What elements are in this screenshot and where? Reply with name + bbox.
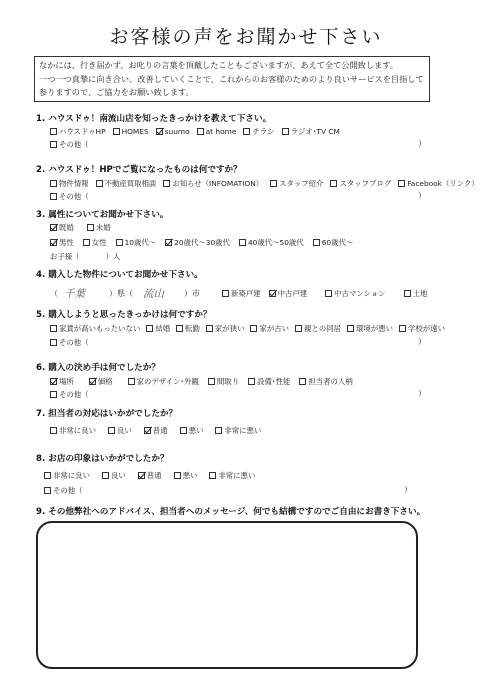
q7-options (50, 425, 261, 436)
option[interactable]: 悪い (180, 425, 204, 436)
q3-marital (50, 222, 111, 233)
city-value[interactable]: 流山 (143, 288, 164, 300)
checkbox[interactable] (128, 378, 135, 385)
q1-options (50, 126, 340, 137)
checkbox[interactable] (197, 128, 204, 135)
checkbox[interactable] (215, 427, 222, 434)
checkbox[interactable] (50, 427, 57, 434)
checkbox[interactable] (102, 472, 109, 479)
option[interactable]: 結婚 (146, 323, 170, 334)
checkbox[interactable] (50, 141, 57, 148)
option[interactable]: 20歳代～30歳代 (165, 237, 230, 248)
q3-children[interactable]: お子様（ ）人 (50, 252, 121, 261)
q2-close: ） (418, 191, 426, 200)
option[interactable]: 男性 (50, 237, 74, 248)
checkbox[interactable] (50, 180, 57, 187)
checkbox[interactable] (399, 325, 406, 332)
checkbox-checked[interactable] (50, 239, 57, 246)
q3-title: 3. 属性についてお聞かせ下さい。 (36, 210, 169, 220)
option[interactable]: 家が狭い (206, 323, 245, 334)
option[interactable]: 物件情報 (50, 178, 89, 189)
option[interactable]: at home (197, 127, 237, 136)
q1-other[interactable]: その他（ (50, 139, 89, 150)
option[interactable]: 60歳代～ (313, 237, 354, 248)
checkbox[interactable] (44, 472, 51, 479)
intro-box (34, 56, 430, 102)
checkbox[interactable] (330, 180, 337, 187)
q8-other[interactable]: その他（ (44, 485, 83, 496)
intro-line: 一つ一つ真摯に向き合い、改善していくことで、これからのお客様のためのより良いサービスを目指して (39, 73, 424, 84)
checkbox[interactable] (206, 325, 213, 332)
checkbox[interactable] (248, 378, 255, 385)
option[interactable]: HOMES (113, 127, 149, 136)
option[interactable]: ラジオ･TV CM (282, 126, 340, 137)
option[interactable]: 中古戸建 (269, 288, 308, 299)
checkbox[interactable] (243, 128, 250, 135)
option[interactable]: 未婚 (87, 222, 111, 233)
page-title: お客様の声をお聞かせ下さい (109, 26, 383, 48)
checkbox[interactable] (163, 180, 170, 187)
q5-other[interactable]: その他（ (50, 337, 89, 348)
option[interactable]: 家が古い (250, 323, 289, 334)
q1-title: 1. ハウスドゥ！南流山店を知ったきっかけを教えて下さい。 (36, 114, 272, 124)
option[interactable]: お知らせ（INFOMATION） (163, 178, 263, 189)
q6-options (50, 376, 353, 387)
option[interactable]: 場所 (50, 376, 74, 387)
q5-title: 5. 購入しようと思ったきっかけは何ですか？ (36, 310, 212, 320)
checkbox[interactable] (398, 180, 405, 187)
option[interactable]: 学校が遠い (399, 323, 445, 334)
option[interactable]: 非常に悪い (215, 425, 261, 436)
checkbox[interactable] (116, 239, 123, 246)
option[interactable]: 良い (102, 470, 126, 481)
q4-title: 4. 購入した物件についてお聞かせ下さい。 (36, 270, 203, 280)
option[interactable]: 非常に良い (50, 425, 96, 436)
option[interactable]: 既婚 (50, 222, 74, 233)
checkbox[interactable] (180, 427, 187, 434)
option[interactable]: 設備･性能 (248, 376, 290, 387)
intro-line: 参りますので、ご協力をお願い致します。 (39, 87, 194, 97)
option[interactable]: 女性 (83, 237, 107, 248)
checkbox-checked[interactable] (144, 427, 151, 434)
option[interactable]: 価格 (89, 376, 113, 387)
checkbox-checked[interactable] (50, 378, 57, 385)
checkbox[interactable] (239, 239, 246, 246)
q5-options (50, 323, 445, 334)
q4-types (222, 288, 427, 299)
checkbox[interactable] (146, 325, 153, 332)
option[interactable]: 普通 (144, 425, 168, 436)
q8-title: 8. お店の印象はいかがでしたか？ (36, 454, 169, 464)
q2-other[interactable]: その他（ (50, 191, 89, 202)
comment-textarea[interactable] (36, 521, 418, 669)
option[interactable]: 家賃が高いもったいない (50, 323, 140, 334)
checkbox[interactable] (83, 239, 90, 246)
q2-title: 2. ハウスドゥ！HPでご覧になったものは何ですか？ (36, 165, 242, 175)
checkbox[interactable] (44, 487, 51, 494)
option[interactable]: 担当者の人柄 (299, 376, 352, 387)
q4-address: （ 千葉 ）県（ 流山 ）市 (50, 288, 200, 300)
q8-options (44, 470, 255, 481)
checkbox[interactable] (108, 427, 115, 434)
checkbox[interactable] (87, 224, 94, 231)
checkbox[interactable] (209, 472, 216, 479)
q5-close: ） (418, 337, 426, 346)
q9-title: 9. その他弊社へのアドバイス、担当者へのメッセージ、何でも結構ですのでご自由にお書き下さい。 (36, 507, 426, 517)
checkbox-checked[interactable] (165, 239, 172, 246)
checkbox[interactable] (50, 325, 57, 332)
option[interactable]: 普通 (138, 470, 162, 481)
option[interactable]: suumo (156, 127, 190, 136)
q6-other[interactable]: その他（ (50, 389, 89, 400)
option[interactable]: 10歳代～ (116, 237, 157, 248)
option[interactable]: 非常に悪い (209, 470, 255, 481)
option[interactable]: 新築戸建 (222, 288, 261, 299)
option[interactable]: 非常に良い (44, 470, 90, 481)
checkbox-checked[interactable] (50, 224, 57, 231)
q6-close: ） (418, 389, 426, 398)
checkbox[interactable] (176, 325, 183, 332)
q6-title: 6. 購入の決め手は何でしたか？ (36, 363, 160, 373)
checkbox[interactable] (96, 180, 103, 187)
option[interactable]: 土地 (404, 288, 428, 299)
checkbox-checked[interactable] (156, 128, 163, 135)
checkbox[interactable] (404, 290, 411, 297)
q2-options (50, 178, 479, 189)
checkbox[interactable] (113, 128, 120, 135)
pref-value[interactable]: 千葉 (64, 288, 85, 300)
checkbox[interactable] (299, 378, 306, 385)
checkbox[interactable] (325, 290, 332, 297)
checkbox[interactable] (50, 391, 57, 398)
checkbox[interactable] (222, 290, 229, 297)
option[interactable]: 悪い (174, 470, 198, 481)
option[interactable]: 間取り (208, 376, 239, 387)
q3-gender-age (50, 237, 353, 248)
checkbox[interactable] (270, 180, 277, 187)
checkbox-checked[interactable] (269, 290, 276, 297)
q8-close: ） (404, 485, 412, 494)
checkbox[interactable] (250, 325, 257, 332)
option[interactable]: チラシ (243, 126, 274, 137)
option[interactable]: 環境が悪い (347, 323, 393, 334)
checkbox[interactable] (282, 128, 289, 135)
checkbox[interactable] (313, 239, 320, 246)
checkbox[interactable] (174, 472, 181, 479)
option[interactable]: 中古マンション (325, 288, 385, 299)
option[interactable]: 親との同居 (295, 323, 341, 334)
option[interactable]: 40歳代～50歳代 (239, 237, 304, 248)
checkbox[interactable] (208, 378, 215, 385)
option[interactable]: 不動産買取相談 (96, 178, 157, 189)
checkbox[interactable] (50, 193, 57, 200)
option[interactable]: スタッフ紹介 (270, 178, 323, 189)
q1-close: ） (418, 139, 426, 148)
option[interactable]: ハウスドゥHP (50, 126, 106, 137)
checkbox-checked[interactable] (89, 378, 96, 385)
option[interactable]: 転勤 (176, 323, 200, 334)
q7-title: 7. 担当者の対応はいかがでしたか？ (36, 409, 178, 419)
checkbox[interactable] (50, 339, 57, 346)
option[interactable]: 良い (108, 425, 132, 436)
option[interactable]: Facebook（リンク） (398, 178, 479, 189)
intro-line: なかには、行き届かず、お叱りの言葉を頂戴したこともございますが、あえて全て公開致します。 (39, 60, 398, 70)
option[interactable]: 家のデザイン･外観 (128, 376, 199, 387)
checkbox-checked[interactable] (138, 472, 145, 479)
checkbox[interactable] (295, 325, 302, 332)
checkbox[interactable] (347, 325, 354, 332)
option[interactable]: スタッフブログ (330, 178, 391, 189)
checkbox[interactable] (50, 128, 57, 135)
